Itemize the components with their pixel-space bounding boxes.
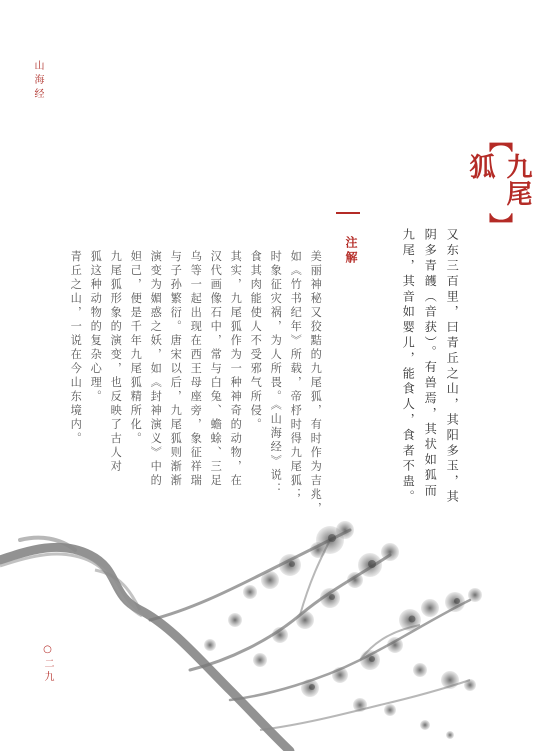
note-line: 九尾狐形象的演变，也反映了古人对 — [109, 250, 123, 474]
note-rule — [336, 212, 360, 214]
note-line: 狐这种动物的复杂心理。 — [89, 250, 103, 404]
classic-text-line: 阴多青頀（音获）。有兽焉，其状如狐而 — [423, 228, 438, 500]
classic-text-line: 又东三百里，曰青丘之山，其阳多玉，其 — [445, 228, 460, 506]
classic-text-line: 九尾，其音如婴儿，能食人，食者不蛊。 — [401, 228, 416, 506]
note-line: 如《竹书纪年》所载，帝杼时得九尾狐； — [289, 250, 303, 502]
note-line: 妲己，便是千年九尾狐精所化。 — [129, 250, 143, 446]
title-text: 九尾狐 — [465, 153, 532, 207]
note-line: 演变为媚惑之妖，如《封神演义》中的 — [149, 250, 163, 488]
note-line: 其实，九尾狐作为一种神奇的动物，在 — [229, 250, 243, 488]
entry-title — [462, 128, 536, 238]
note-line: 汉代画像石中，常与白兔、蟾蜍、三足 — [209, 250, 223, 488]
page-number: ○二九 — [42, 644, 53, 684]
title-close-bracket: 】 — [484, 213, 514, 238]
running-head: 山海经 — [32, 60, 43, 102]
note-line: 食其肉能使人不受邪气所侵。 — [249, 250, 263, 432]
note-line: 乌等一起出现在西王母座旁，象征祥瑞 — [189, 250, 203, 488]
note-line: 时象征灾祸，为人所畏。《山海经》说： — [269, 250, 283, 497]
title-open-bracket: 【 — [484, 128, 514, 153]
note-line: 青丘之山，一说在今山东境内。 — [69, 250, 83, 446]
note-line: 美丽神秘又狡黠的九尾狐，有时作为吉兆， — [309, 250, 323, 516]
note-label: 注解 — [344, 236, 358, 266]
ink-flower-branch-illustration — [0, 520, 544, 751]
note-line: 与子孙繁衍。唐宋以后，九尾狐则渐渐 — [169, 250, 183, 488]
